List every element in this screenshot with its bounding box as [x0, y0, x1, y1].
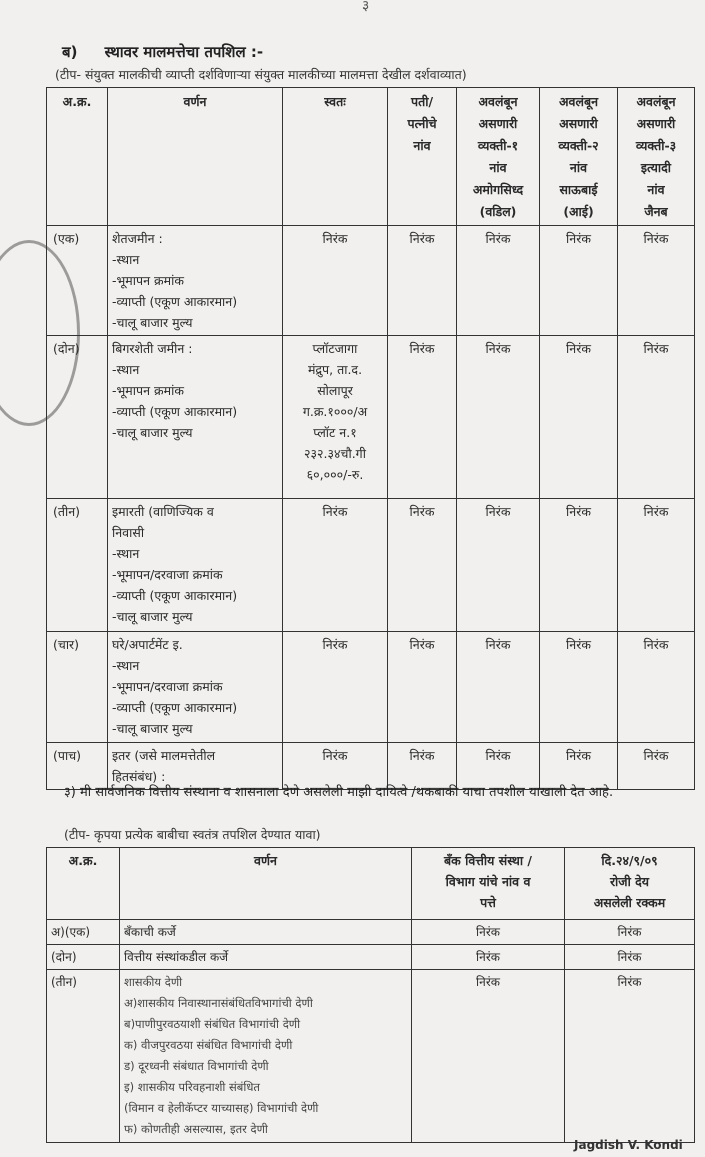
row-dependent-3: निरंक [618, 226, 695, 336]
liabilities-table [46, 847, 695, 1143]
row-self: निरंक [283, 499, 388, 632]
row-institution: निरंक [412, 920, 565, 945]
row-dependent-2: निरंक [540, 336, 618, 499]
row-spouse: निरंक [388, 336, 457, 499]
row-serial: (एक) [47, 226, 108, 336]
row-self: निरंक [283, 632, 388, 743]
row-description: इतर (जसे मालमत्तेतील हितसंबंध) : [108, 743, 283, 790]
header-institution: बँक वित्तीय संस्था / विभाग यांचे नांव व पत्ते [412, 848, 565, 920]
table-row [47, 226, 695, 336]
row-description: शासकीय देणी अ)शासकीय निवास्थानासंबंधितविभागांची देणी ब)पाणीपुरवठयाशी संबंधित विभागांची देणी क) वीजपुरवठया संबंधित विभागांची देणी ड) दूरध्वनी संबंधात विभागांची देणी इ) शासकीय परिवहनाशी संबंधित (विमान व हेलीकॅप्टर याच्यासह) विभागांची देणी फ) कोणतीही असल्यास, इतर देणी [120, 970, 412, 1143]
row-spouse: निरंक [388, 226, 457, 336]
header-spouse: पती/ पत्नीचे नांव [388, 88, 457, 226]
row-dependent-2: निरंक [540, 632, 618, 743]
row-dependent-1: निरंक [457, 226, 540, 336]
row-dependent-3: निरंक [618, 499, 695, 632]
table-row [47, 499, 695, 632]
table-row [47, 336, 695, 499]
row-dependent-1: निरंक [457, 632, 540, 743]
row-spouse: निरंक [388, 499, 457, 632]
row-description: शेतजमीन : -स्थान -भूमापन क्रमांक -व्याप्ती (एकूण आकारमान) -चालू बाजार मुल्य [108, 226, 283, 336]
header-self: स्वतः [283, 88, 388, 226]
row-serial: (तीन) [47, 970, 120, 1143]
table-row [47, 632, 695, 743]
table-header-row [47, 88, 695, 226]
table-header-row [47, 848, 695, 920]
header-amount: दि.२४/९/०९ रोजी देय असलेली रक्कम [565, 848, 695, 920]
header-description: वर्णन [108, 88, 283, 226]
table-row [47, 945, 695, 970]
row-dependent-2: निरंक [540, 226, 618, 336]
section-marker: ब) [62, 43, 78, 61]
row-dependent-3: निरंक [618, 336, 695, 499]
row-amount: निरंक [565, 970, 695, 1143]
header-dependent-2: अवलंबून असणारी व्यक्ती-२ नांव साऊबाई (आई) [540, 88, 618, 226]
row-serial: (चार) [47, 632, 108, 743]
row-serial: (तीन) [47, 499, 108, 632]
row-description: इमारती (वाणिज्यिक व निवासी -स्थान -भूमापन/दरवाजा क्रमांक -व्याप्ती (एकूण आकारमान) -चालू बाजार मुल्य [108, 499, 283, 632]
row-institution: निरंक [412, 970, 565, 1143]
row-dependent-3: निरंक [618, 743, 695, 790]
row-description: वित्तीय संस्थांकडील कर्जे [120, 945, 412, 970]
row-description: घरे/अपार्टमेंट इ. -स्थान -भूमापन/दरवाजा क्रमांक -व्याप्ती (एकूण आकारमान) -चालू बाजार मुल्य [108, 632, 283, 743]
row-serial: अ)(एक) [47, 920, 120, 945]
signature: Jagdish V. Kondi [574, 1138, 683, 1152]
table-row [47, 970, 695, 1143]
section-heading [62, 42, 263, 62]
row-amount: निरंक [565, 945, 695, 970]
row-amount: निरंक [565, 920, 695, 945]
row-dependent-1: निरंक [457, 499, 540, 632]
header-serial: अ.क्र. [47, 88, 108, 226]
header-serial: अ.क्र. [47, 848, 120, 920]
row-description: बँकाची कर्जे [120, 920, 412, 945]
immovable-property-table [46, 87, 695, 790]
row-institution: निरंक [412, 945, 565, 970]
header-description: वर्णन [120, 848, 412, 920]
row-self: निरंक [283, 743, 388, 790]
row-serial: (दोन) [47, 945, 120, 970]
row-serial: (दोन) [47, 336, 108, 499]
row-dependent-2: निरंक [540, 743, 618, 790]
row-self: प्लॉटजागा मंद्रुप, ता.द. सोलापूर ग.क्र.१०००/अ प्लॉट न.१ २३२.३४चौ.गी ६०,०००/-रु. [283, 336, 388, 499]
row-dependent-2: निरंक [540, 499, 618, 632]
section-note: (टीप- संयुक्त मालकीची व्याप्ती दर्शविणाऱ्या संयुक्त मालकीच्या मालमत्ता देखील दर्शवाव्यात) [55, 67, 467, 82]
row-description: बिगरशेती जमीन : -स्थान -भूमापन क्रमांक -व्याप्ती (एकूण आकारमान) -चालू बाजार मुल्य [108, 336, 283, 499]
page-number: ३ [362, 0, 370, 14]
row-self: निरंक [283, 226, 388, 336]
row-serial: (पाच) [47, 743, 108, 790]
row-spouse: निरंक [388, 632, 457, 743]
row-dependent-1: निरंक [457, 743, 540, 790]
row-dependent-3: निरंक [618, 632, 695, 743]
liabilities-statement: ३) मी सार्वजनिक वित्तीय संस्थाना व शासनाला देणे असलेली माझी दायित्वे /थकबाकी याचा तपशील याखाली देत आहे. [64, 785, 614, 800]
header-dependent-3: अवलंबून असणारी व्यक्ती-३ इत्यादी नांव जैनब [618, 88, 695, 226]
section-title: स्थावर मालमत्तेचा तपशिल :- [104, 43, 264, 61]
header-dependent-1: अवलंबून असणारी व्यक्ती-१ नांव अमोगसिध्द (वडिल) [457, 88, 540, 226]
table-row [47, 920, 695, 945]
row-spouse: निरंक [388, 743, 457, 790]
row-dependent-1: निरंक [457, 336, 540, 499]
liabilities-note: (टीप- कृपया प्रत्येक बाबीचा स्वतंत्र तपशिल देण्यात यावा) [64, 827, 321, 842]
